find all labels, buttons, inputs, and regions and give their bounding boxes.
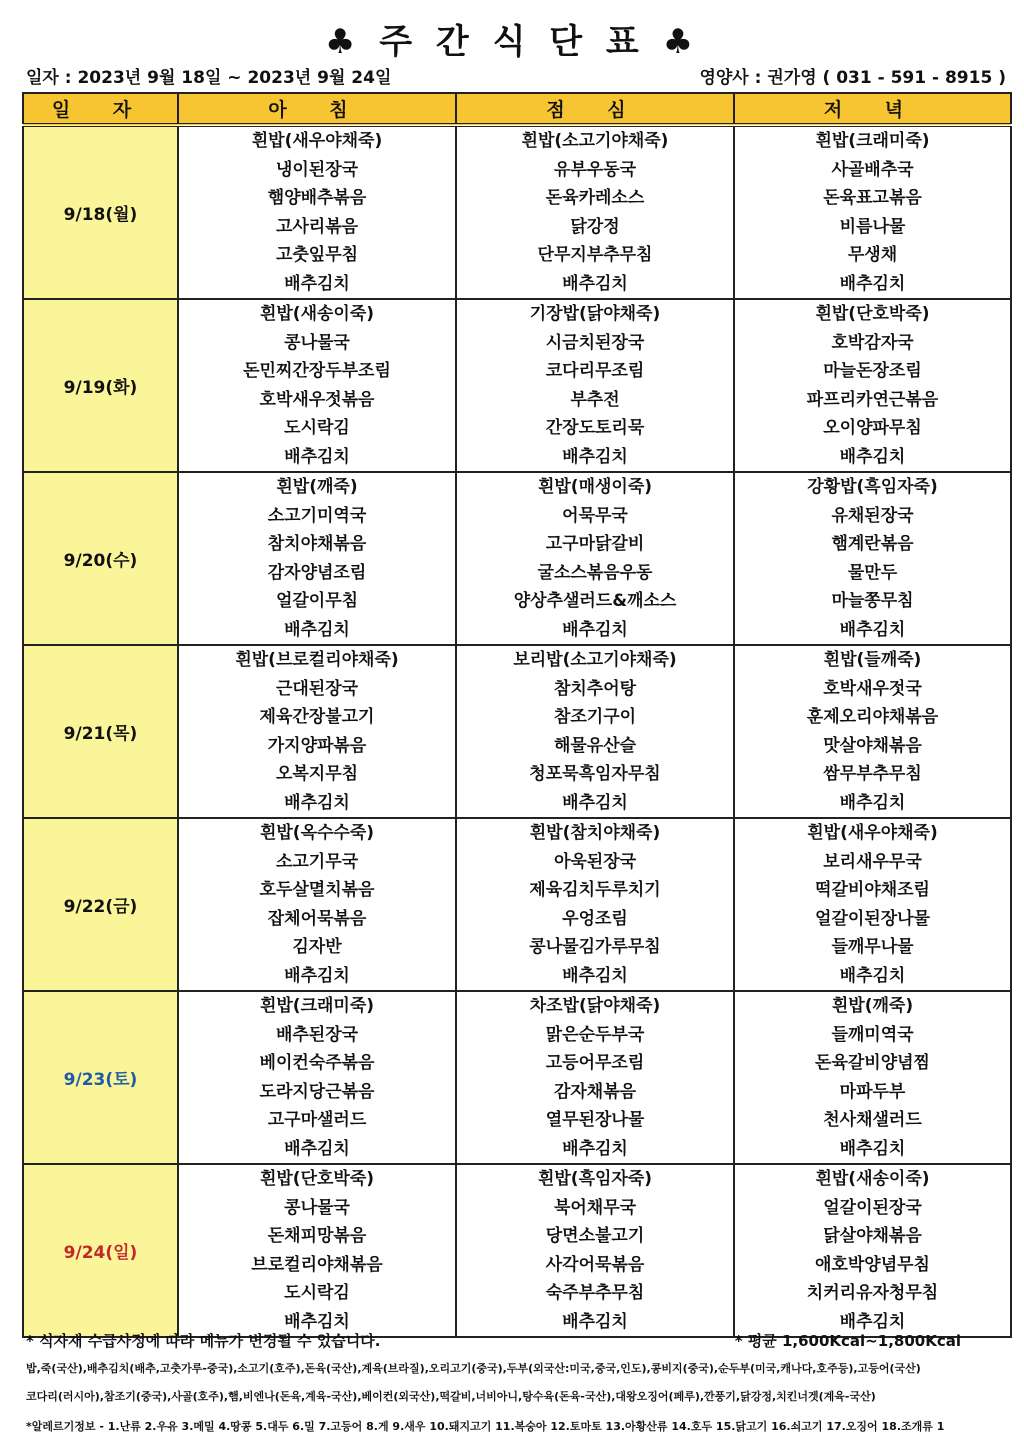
breakfast-cell — [178, 299, 456, 472]
breakfast-cell — [178, 645, 456, 818]
menu-item: 열무된장나물 — [545, 1110, 645, 1130]
lunch-cell — [456, 991, 734, 1164]
menu-item: 배추김치 — [839, 1311, 906, 1332]
menu-item: 맑은순두부국 — [545, 1024, 645, 1045]
menu-item: 고구마샐러드 — [267, 1110, 367, 1130]
breakfast-cell — [178, 818, 456, 991]
menu-item: 흰밥(브로컬리야채죽) — [235, 650, 399, 670]
day-row — [23, 1164, 1011, 1337]
menu-item: 해물유산슬 — [553, 735, 637, 756]
menu-item: 배추김치 — [284, 965, 350, 986]
menu-item: 배추김치 — [284, 1311, 350, 1332]
menu-item: 배추김치 — [284, 446, 350, 467]
menu-item: 배추김치 — [562, 792, 628, 813]
menu-item: 닭강정 — [570, 216, 620, 237]
date-cell: 9/20(수) — [23, 472, 178, 645]
menu-item: 얼갈이된장나물 — [815, 908, 930, 929]
menu-item: 제육간장불고기 — [259, 707, 375, 727]
breakfast-cell — [178, 1164, 456, 1337]
menu-item: 흰밥(들깨죽) — [823, 650, 922, 670]
menu-item: 마파두부 — [839, 1081, 906, 1102]
menu-item: 브로컬리야채볶음 — [251, 1254, 383, 1275]
menu-item: 코다리무조림 — [545, 361, 645, 381]
allergy-info: *알레르기정보 - 1.난류 2.우유 3.메밀 4.땅콩 5.대두 6.밀 7.고등어 8.게 9.새우 10.돼지고기 11.복숭아 12.토마토 13.아황산류 14.호두 15.닭고기 16.쇠고기 17.오징어 18.조개류 1 — [26, 1420, 945, 1433]
lunch-cell — [456, 299, 734, 472]
menu-item: 베이컨숙주볶음 — [259, 1053, 375, 1073]
menu-item: 떡갈비야채조림 — [815, 880, 930, 900]
dinner-cell — [734, 645, 1011, 818]
menu-item: 소고기무국 — [275, 851, 359, 872]
menu-item: 김자반 — [292, 937, 342, 957]
menu-table — [22, 92, 1012, 1338]
dinner-cell — [734, 991, 1011, 1164]
menu-change-notice: * 식자재 수급사정에 따라 메뉴가 변경될 수 있습니다. — [26, 1332, 381, 1350]
menu-item: 기장밥(닭야채죽) — [529, 304, 661, 324]
menu-item: 소고기미역국 — [267, 505, 367, 526]
menu-item: 흰밥(크래미죽) — [259, 996, 375, 1016]
menu-item: 단무지부추무침 — [537, 245, 653, 265]
column-header-lunch: 점 심 — [456, 93, 734, 125]
menu-item: 잡체어묵볶음 — [267, 908, 367, 929]
menu-item: 아욱된장국 — [553, 851, 637, 872]
menu-item: 얼갈이된장국 — [823, 1197, 922, 1218]
menu-item: 도시락김 — [284, 1283, 350, 1303]
menu-item: 시금치된장국 — [545, 332, 645, 353]
day-row — [23, 645, 1011, 818]
menu-item: 돈민찌간장두부조림 — [243, 361, 391, 381]
date-cell: 9/18(월) — [23, 125, 178, 299]
dinner-cell — [734, 818, 1011, 991]
menu-item: 흰밥(소고기야채죽) — [521, 131, 669, 151]
menu-item: 배추김치 — [839, 619, 906, 640]
menu-item: 배추김치 — [562, 619, 628, 640]
menu-item: 유부우동국 — [553, 159, 637, 180]
menu-item: 숙주부추무침 — [545, 1283, 645, 1303]
menu-item: 들깨무나물 — [831, 937, 914, 957]
menu-item: 제육김치두루치기 — [529, 880, 661, 900]
date-cell: 9/19(화) — [23, 299, 178, 472]
menu-item: 유채된장국 — [831, 505, 914, 526]
menu-item: 참치야채볶음 — [267, 534, 367, 554]
header-row — [23, 93, 1011, 125]
menu-item: 배추김치 — [562, 273, 628, 294]
menu-item: 어묵무국 — [562, 505, 628, 526]
column-header-date: 일 자 — [23, 93, 178, 125]
menu-item: 배추김치 — [562, 965, 628, 986]
menu-item: 배추김치 — [284, 1138, 350, 1159]
menu-item: 흰밥(새우야채죽) — [807, 823, 938, 843]
menu-item: 배추김치 — [839, 1138, 906, 1159]
menu-item: 닭살야채볶음 — [823, 1226, 922, 1246]
column-header-breakfast: 아 침 — [178, 93, 456, 125]
menu-item: 참조기구이 — [553, 707, 637, 727]
menu-item: 흰밥(새송이죽) — [259, 304, 375, 324]
menu-item: 흰밥(단호박죽) — [815, 304, 930, 324]
menu-item: 배추김치 — [562, 1138, 628, 1159]
breakfast-cell — [178, 472, 456, 645]
day-row — [23, 299, 1011, 472]
menu-item: 돈육갈비양념찜 — [815, 1053, 930, 1073]
lunch-cell — [456, 1164, 734, 1337]
menu-item: 햄계란볶음 — [831, 534, 914, 554]
menu-item: 감자채볶음 — [553, 1081, 637, 1102]
menu-item: 배추김치 — [284, 619, 350, 640]
menu-item: 냉이된장국 — [275, 159, 359, 180]
menu-item: 흰밥(흑임자죽) — [537, 1169, 653, 1189]
menu-item: 참치추어탕 — [553, 678, 637, 699]
menu-item: 간장도토리묵 — [545, 418, 645, 438]
dinner-cell — [734, 299, 1011, 472]
menu-item: 사골배추국 — [831, 159, 914, 180]
calorie-notice: * 평균 1,600Kcal~1,800Kcal — [734, 1332, 961, 1350]
menu-item: 콩나물국 — [284, 332, 350, 353]
menu-item: 당면소불고기 — [545, 1226, 645, 1246]
menu-item: 호박새우젓국 — [823, 678, 922, 699]
breakfast-cell — [178, 991, 456, 1164]
day-row — [23, 125, 1011, 299]
menu-item: 호두살멸치볶음 — [259, 880, 375, 900]
menu-item: 돈육카레소스 — [545, 188, 645, 208]
menu-item: 얼갈이무침 — [275, 591, 359, 611]
menu-item: 도라지당근볶음 — [259, 1081, 375, 1102]
menu-item: 콩나물국 — [284, 1197, 350, 1218]
menu-item: 양상추샐러드&깨소스 — [513, 591, 677, 611]
menu-item: 콩나물김가루무침 — [529, 937, 661, 957]
menu-item: 배추김치 — [562, 1311, 628, 1332]
menu-item: 북어채무국 — [553, 1197, 637, 1218]
day-row — [23, 472, 1011, 645]
menu-item: 흰밥(참치야채죽) — [529, 823, 661, 843]
menu-item: 돈육표고볶음 — [823, 188, 922, 208]
menu-item: 가지양파볶음 — [267, 735, 367, 756]
menu-item: 배추김치 — [284, 273, 350, 294]
menu-item: 무생채 — [847, 245, 898, 265]
menu-item: 강황밥(흑임자죽) — [807, 477, 938, 497]
dinner-cell — [734, 472, 1011, 645]
notice-row — [26, 1330, 1016, 1351]
period-text: 일자 : 2023년 9월 18일 ~ 2023년 9월 24일 — [26, 68, 392, 88]
menu-item: 비름나물 — [839, 216, 906, 237]
origin-info-line-1: 밥,죽(국산),배추김치(배추,고춧가루-중국),소고기(호주),돈육(국산),계육(브라질),오리고기(중국),두부(외국산:미국,중국,인도),콩비지(중국),순두부(미국,캐나다,호주등),고등어(국산) — [26, 1362, 921, 1375]
lunch-cell — [456, 125, 734, 299]
menu-item: 우엉조림 — [562, 908, 628, 929]
menu-item: 흰밥(크래미죽) — [815, 131, 930, 151]
menu-item: 쌈무부추무침 — [823, 764, 922, 784]
menu-item: 물만두 — [847, 562, 898, 583]
menu-item: 고구마닭갈비 — [545, 534, 645, 554]
menu-item: 굴소스볶음우동 — [537, 562, 653, 583]
menu-item: 부추전 — [570, 389, 620, 410]
menu-item: 돈채피망볶음 — [267, 1226, 367, 1246]
day-row — [23, 991, 1011, 1164]
day-row — [23, 818, 1011, 991]
menu-item: 흰밥(단호박죽) — [259, 1169, 375, 1189]
date-cell: 9/23(토) — [23, 991, 178, 1164]
menu-item: 파프리카연근볶음 — [806, 389, 939, 410]
lunch-cell — [456, 818, 734, 991]
date-cell: 9/22(금) — [23, 818, 178, 991]
menu-item: 호박감자국 — [831, 332, 914, 353]
menu-item: 훈제오리야채볶음 — [806, 707, 939, 727]
nutritionist-text: 영양사 : 권가영 ( 031 - 591 - 8915 ) — [699, 68, 1006, 88]
menu-item: 흰밥(새우야채죽) — [251, 131, 383, 151]
menu-item: 마늘돈장조림 — [823, 361, 922, 381]
menu-item: 근대된장국 — [275, 678, 359, 699]
dinner-cell — [734, 1164, 1011, 1337]
menu-item: 고등어무조림 — [545, 1053, 645, 1073]
menu-item: 배추김치 — [839, 792, 906, 813]
date-cell: 9/21(목) — [23, 645, 178, 818]
dinner-cell — [734, 125, 1011, 299]
menu-item: 흰밥(깨죽) — [831, 996, 914, 1016]
menu-item: 배추김치 — [839, 446, 906, 467]
menu-item: 고춧잎무침 — [275, 245, 359, 265]
menu-item: 사각어묵볶음 — [545, 1254, 645, 1275]
lunch-cell — [456, 472, 734, 645]
origin-info-line-2: 코다리(러시아),참조기(중국),사골(호주),햄,비엔나(돈육,계육-국산),베이컨(외국산),떡갈비,너비아니,탕수육(돈육-국산),대왕오징어(페루),깐풍기,닭강정,치킨너겟(계육-국산) — [26, 1390, 876, 1403]
menu-item: 천사채샐러드 — [823, 1110, 922, 1130]
menu-item: 배추김치 — [839, 965, 906, 986]
menu-item: 도시락김 — [284, 418, 350, 438]
menu-item: 차조밥(닭야채죽) — [529, 996, 661, 1016]
menu-item: 치커리유자청무침 — [806, 1283, 939, 1303]
meta-row — [26, 63, 1006, 87]
date-cell: 9/24(일) — [23, 1164, 178, 1337]
menu-item: 오이양파무침 — [823, 418, 922, 438]
menu-item: 감자양념조림 — [267, 562, 367, 583]
menu-item: 흰밥(매생이죽) — [537, 477, 653, 497]
menu-item: 흰밥(새송이죽) — [815, 1169, 930, 1189]
menu-item: 들깨미역국 — [831, 1024, 914, 1045]
menu-item: 흰밥(깨죽) — [276, 477, 358, 497]
page-title: ♣ 주 간 식 단 표 ♣ — [324, 22, 700, 62]
menu-item: 청포묵흑임자무침 — [529, 764, 661, 784]
menu-item: 오복지무침 — [275, 764, 359, 784]
column-header-dinner: 저 녁 — [734, 93, 1011, 125]
menu-item: 맛살야채볶음 — [823, 735, 922, 756]
menu-item: 햄양배추볶음 — [267, 188, 367, 208]
lunch-cell — [456, 645, 734, 818]
menu-item: 배추김치 — [562, 446, 628, 467]
menu-item: 마늘쫑무침 — [831, 591, 914, 611]
menu-item: 보리밥(소고기야채죽) — [513, 650, 677, 670]
menu-item: 호박새우젓볶음 — [259, 389, 375, 410]
menu-item: 배추된장국 — [275, 1024, 359, 1045]
menu-item: 배추김치 — [839, 273, 906, 294]
menu-item: 고사리볶음 — [275, 216, 359, 237]
menu-item: 배추김치 — [284, 792, 350, 813]
menu-item: 보리새우무국 — [823, 851, 922, 872]
menu-item: 흰밥(옥수수죽) — [259, 823, 375, 843]
breakfast-cell — [178, 125, 456, 299]
menu-item: 애호박양념무침 — [815, 1254, 930, 1275]
